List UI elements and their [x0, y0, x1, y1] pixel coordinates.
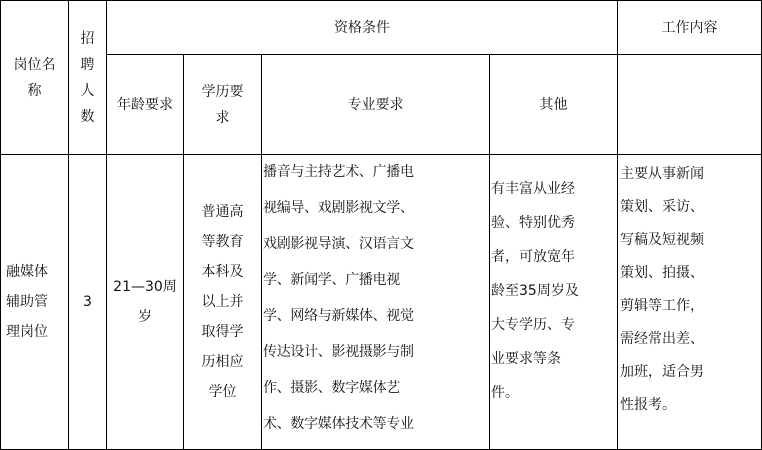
row-other-line-5: 大专学历、专: [491, 317, 575, 333]
row-education-line-2: 等教育: [201, 234, 244, 250]
header-education: [184, 55, 261, 154]
row-education-line-6: 历相应: [201, 354, 244, 370]
header-recruit-count-char-4: 数: [80, 108, 95, 125]
row-work-content-line-1: 主要从事新闻: [620, 166, 704, 182]
row-work-content-line-5: 剪辑等工作，: [620, 298, 704, 314]
header-position-name-line-1: 岗位名: [13, 56, 56, 73]
header-age: 年龄要求: [117, 96, 173, 113]
row-major-line-3: 戏剧影视导演、汉语言文: [263, 236, 414, 252]
row-education-line-1: 普通高: [201, 204, 244, 220]
header-recruit-count: [69, 1, 106, 154]
row-major-line-6: 传达设计、影视摄影与制: [263, 344, 414, 360]
row-age-line-2: 岁: [138, 309, 152, 325]
row-other-line-1: 有丰富从业经: [491, 181, 575, 197]
header-education-line-2: 求: [215, 109, 230, 126]
row-major-line-4: 学、新闻学、广播电视: [263, 272, 400, 288]
row-position-name-line-2: 辅助管: [6, 294, 48, 310]
row-major: [262, 158, 489, 448]
header-recruit-count-char-2: 聘: [80, 56, 95, 73]
row-position-name-line-1: 融媒体: [6, 264, 48, 280]
row-major-line-5: 学、网络与新媒体、视觉: [263, 308, 414, 324]
row-education-line-5: 取得学: [201, 324, 244, 340]
header-recruit-count-char-3: 人: [80, 82, 95, 99]
header-education-line-1: 学历要: [201, 83, 244, 100]
header-position-name-line-2: 称: [27, 82, 42, 99]
row-work-content-line-2: 策划、采访、: [620, 199, 704, 215]
row-age: [107, 155, 183, 449]
row-major-line-1: 播音与主持艺术、广播电: [263, 164, 414, 180]
row-other-line-3: 者，可放宽年: [491, 249, 575, 265]
row-position-name-line-3: 理岗位: [6, 324, 48, 340]
row-work-content-line-8: 性报考。: [620, 397, 676, 413]
row-other-line-2: 验、特别优秀: [491, 215, 575, 231]
row-other-line-7: 件。: [491, 385, 519, 401]
row-other-line-4: 龄至35周岁及: [491, 283, 579, 299]
row-work-content-line-4: 策划、拍摄、: [620, 265, 704, 281]
row-recruit-count: 3: [83, 294, 92, 310]
row-work-content-line-3: 写稿及短视频: [620, 232, 704, 248]
row-work-content-line-7: 加班，适合男: [620, 364, 704, 380]
header-work-content: 工作内容: [661, 19, 718, 36]
header-major: 专业要求: [347, 96, 404, 113]
row-other: [490, 172, 617, 442]
row-position-name: [1, 155, 68, 449]
header-position-name: [1, 1, 68, 154]
header-qualifications: 资格条件: [334, 19, 390, 36]
row-age-line-1: 21—30周: [113, 279, 177, 295]
row-education-line-3: 本科及: [201, 264, 244, 280]
row-education-line-7: 学位: [208, 384, 237, 400]
row-major-line-7: 作、摄影、数字媒体艺: [263, 380, 400, 396]
row-other-line-6: 业要求等条: [491, 351, 561, 367]
header-other: 其他: [539, 96, 568, 113]
row-work-content-line-6: 需经常出差、: [620, 331, 704, 347]
row-education-line-4: 以上并: [201, 294, 244, 310]
row-work-content: [618, 158, 761, 448]
row-education: [184, 155, 261, 449]
row-major-line-2: 视编导、戏剧影视文学、: [263, 200, 414, 216]
row-major-line-8: 术、数字媒体技术等专业: [263, 416, 414, 432]
header-recruit-count-char-1: 招: [80, 30, 95, 47]
